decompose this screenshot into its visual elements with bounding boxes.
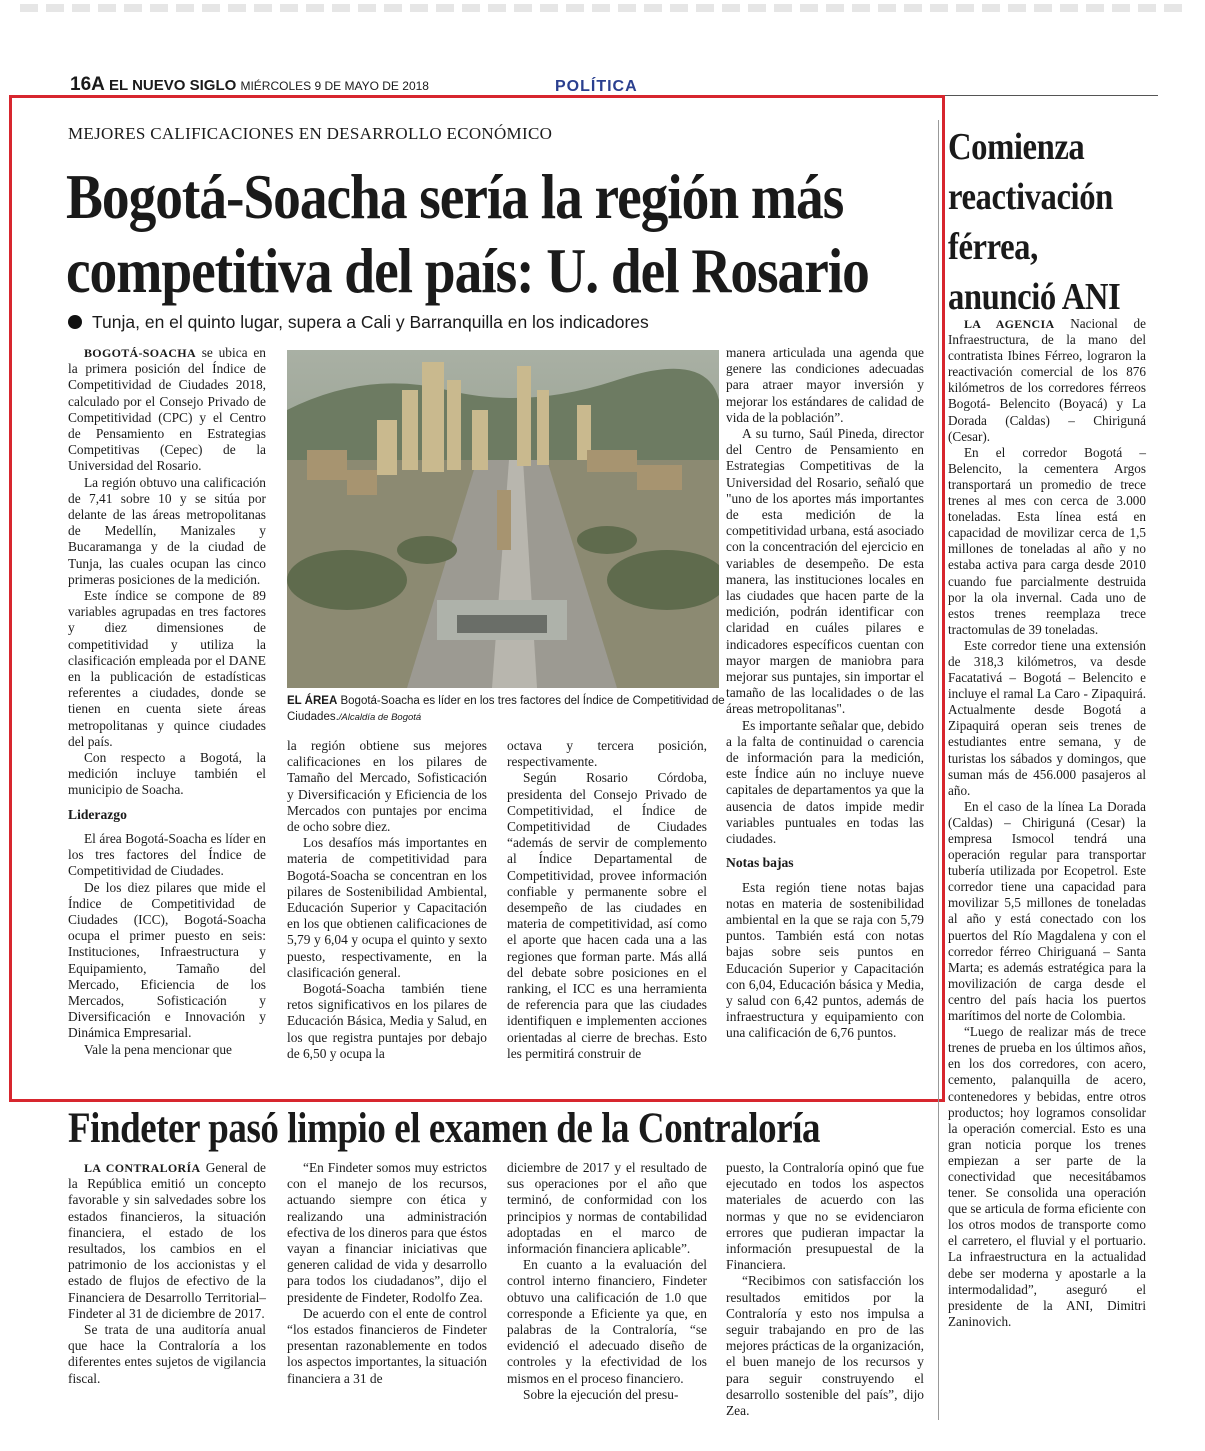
paragraph: octava y tercera posición, respectivamente. [507,738,707,770]
column-divider [938,120,939,1420]
paragraph: puesto, la Contraloría opinó que fue ejecutado en todos los aspectos materiales de acuerdo con las normas y que no se evidenciaron errores que pudieran impactar la información presupuestal de la Financiera. [726,1160,924,1273]
paragraph: De los diez pilares que mide el Índice de Competitividad de Ciudades (ICC), Bogotá-Soacha ocupa el primer puesto en seis: Instituciones, Infraestructura y Equipamiento, Tamaño del Mercado, Eficiencia de los Mercados, Sofisticación y Diversificación e Innovación y Dinámica Empresarial. [68,879,266,1041]
lead-in: LA AGENCIA [964,317,1055,331]
paragraph: Bogotá-Soacha también tiene retos significativos en los pilares de Educación Básica, Media y Salud, en los que registra puntajes por debajo de 6,50 y ocupa la [287,981,487,1061]
main-column-1: BOGOTÁ-SOACHA se ubica en la primera posición del Índice de Competitividad de Ciudades 2018, calculado por el Consejo Privado de Competitividad (CPC) y el Centro de Pensamiento en Estrategias Competitivas (Cepec) de la Universidad del Rosario. La región obtuvo una calificación de 7,41 sobre 10 y se sitúa por delante de las áreas metropolitanas de Medellín, Manizales y Bucaramanga y de la ciudad de Tunja, las cuales ocupan las cinco primeras posiciones de la medición. Este índice se compone de 89 variables agrupadas en tres factores y diez dimensiones de competitividad y utiliza la clasificación empleada por el DANE en la publicación de estadísticas referentes a ciudades, donde se tienen en cuenta siete áreas metropolitanas y quince ciudades del país. Con respecto a Bogotá, la medición incluye también el municipio de Soacha. Liderazgo El área Bogotá-Soacha es líder en los tres factores del Índice de Competitividad de Ciudades. De los diez pilares que mide el Índice de Competitividad de Ciudades (ICC), Bogotá-Soacha ocupa el primer puesto en seis: Instituciones, Infraestructura y Equipamiento, Tamaño del Mercado, Eficiencia de los Mercados, Sofisticación y Diversificación e Innovación y Dinámica Empresarial. Vale la pena mencionar que [68,345,266,1057]
headline-line-1: Bogotá-Soacha sería la región más [66,162,844,232]
paragraph: “Luego de realizar más de trece trenes de prueba en los últimos años, en los dos corredores, con acero, cemento, palanquilla de acero, contenedores y bebidas, entre otros productos; hoy logramos consolidar la operación comercial. Esto es una gran noticia porque los trenes empiezan a ser parte de la conectividad que necesitábamos tener. Se consolida una operación que se articula de forma eficiente con los otros modos de transporte como el carretero, el fluvial y el portuario. La infraestructura en la actualidad debe ser moderna y apostarle a la intermodalidad”, aseguró el presidente de la ANI, Dimitri Zaninovich. [948,1024,1146,1329]
lead-in: LA CONTRALORÍA [84,1161,201,1175]
issue-date: MIÉRCOLES 9 DE MAYO DE 2018 [240,79,429,93]
paragraph: Con respecto a Bogotá, la medición incluye también el municipio de Soacha. [68,750,266,798]
findeter-headline: Findeter pasó limpio el examen de la Contraloría [68,1105,821,1152]
section-name: POLÍTICA [555,78,638,95]
article-subheadline: Tunja, en el quinto lugar, supera a Cali y Barranquilla en los indicadores [68,312,649,333]
article-kicker: MEJORES CALIFICACIONES EN DESARROLLO ECONÓMICO [68,124,553,143]
masthead: EL NUEVO SIGLO [109,77,237,94]
paragraph: Según Rosario Córdoba, presidenta del Consejo Privado de Competitividad, el Índice de Competitividad de Ciudades “además de servir de complemento al Índice Departamental de Competitividad, provee información confiable y permanente sobre el desempeño de las ciudades en materia de competitividad, así como el aporte que hacen cada una a las regiones que forman parte. Más allá del debate sobre posiciones en el ranking, el ICC es una herramienta de referencia para que las ciudades identifiquen e implementen acciones orientadas al cierre de brechas. Esto les permitirá construir de [507,770,707,1061]
paragraph: “Recibimos con satisfacción los resultados emitidos por la Contraloría y esto nos impulsa a seguir trabajando en pro de las mejores prácticas de la organización, el buen manejo de los recursos y para seguir construyendo el desarrollo sostenible del país”, dijo Zea. [726,1273,924,1419]
paragraph: En el corredor Bogotá – Belencito, la cementera Argos transportará un promedio de trece trenes al mes con cerca de 3.000 toneladas. Esta línea está en capacidad de movilizar cerca de 1,5 millones de toneladas al año y no estaba activa para carga desde 2010 cuando fue parcialmente destruida por la ola invernal. Cada uno de estos trenes reemplaza trece tractomulas de 39 toneladas. [948,444,1146,637]
paragraph: En el caso de la línea La Dorada (Caldas) – Chiriguná (Cesar) la empresa Ismocol tendrá una operación regular para transportar tubería utilizada por Ecopetrol. Este corredor tiene una capacidad para movilizar 5,5 millones de toneladas al año y está conectado con los puertos del Río Magdalena y con el corredor férreo Chiriguaná – Santa Marta; es además estratégica para la movilización de carga desde el centro del país hacia los puertos marítimos del norte de Colombia. [948,798,1146,1024]
paragraph: En cuanto a la evaluación del control interno financiero, Findeter obtuvo una calificación de 1.0 que corresponde a Eficiente ya que, en palabras de la Contraloría, “se evidenció el adecuado diseño de controles y la efectividad de los mismos en el proceso financiero. [507,1257,707,1386]
paragraph: diciembre de 2017 y el resultado de sus operaciones por el año que terminó, de conformidad con los principios y normas de contabilidad adoptadas en el marco de información financiera aplicable”. [507,1160,707,1257]
side-article-body: LA AGENCIA Nacional de Infraestructura, de la mano del contratista Ibines Férreo, lograron la reactivación comercial de los 876 kilómetros de los corredores férreos Bogotá- Belencito (Boyacá) y La Dorada (Caldas) – Chiriguná (Cesar). En el corredor Bogotá – Belencito, la cementera Argos transportará un promedio de trece trenes al mes con cerca de 3.000 toneladas. Esta línea está en capacidad de movilizar cerca de 1,5 millones de toneladas al año y no estaba activa para carga desde 2010 cuando fue parcialmente destruida por la ola invernal. Cada uno de estos trenes reemplaza trece tractomulas de 39 toneladas. Este corredor tiene una extensión de 318,3 kilómetros, va desde Facatativá – Bogotá – Belencito e incluye el ramal La Caro - Zipaquirá. Actualmente desde Bogotá a Zipaquirá operan seis trenes de estudiantes entre semana, y de turistas los sábados y domingos, que suman más de 456.000 pasajeros al año. En el caso de la línea La Dorada (Caldas) – Chiriguná (Cesar) la empresa Ismocol tendrá una operación regular para transportar tubería utilizada por Ecopetrol. Este corredor tiene una capacidad para movilizar 5,5 millones de toneladas al año y está conectado con los puertos del Río Magdalena y con el corredor férreo Chiriguaná – Santa Marta; es además estratégica para la movilización de carga desde el centro del país hacia los puertos marítimos del norte de Colombia. “Luego de realizar más de trece trenes de prueba en los últimos años, en los dos corredores, con acero, cemento, palanquilla de acero, contenedores y bebidas, entre otros productos; hoy logramos consolidar la operación comercial. Esto es una gran noticia porque los trenes empiezan a ser parte de la conectividad que necesitábamos tener. Se consolida una operación que se articula de forma eficiente con los otros modos de transporte como el carretero, el fluvial y el portuario. La infraestructura en la actualidad debe ser moderna y apostarle a la intermodalidad”, aseguró el presidente de la ANI, Dimitri Zaninovich. [948,316,1147,1329]
paragraph: Esta región tiene notas bajas notas en materia de sostenibilidad ambiental en la que se raja con 5,79 puntos. También está con notas bajas sobre seis puntos en Educación Superior y Capacitación con 6,04, Educación básica y Media, y salud con 6,42 puntos, además de infraestructura y equipamiento con una calificación de 6,76 puntos. [726,879,924,1041]
paragraph: El área Bogotá-Soacha es líder en los tres factores del Índice de Competitividad de Ciudades. [68,830,266,879]
paragraph: Este corredor tiene una extensión de 318,3 kilómetros, va desde Facatativá – Bogotá – Belencito e incluye el ramal La Caro - Zipaquirá. Actualmente desde Bogotá a Zipaquirá operan seis trenes de estudiantes entre semana, y de turistas los sábados y domingos, que suman más de 456.000 pasajeros al año. [948,637,1146,798]
paragraph: Se trata de una auditoría anual que hace la Contraloría a los diferentes entes sujetos de vigilancia fiscal. [68,1322,266,1386]
side-headline: Comienza reactivación férrea, anunció ANI [948,126,1121,318]
page-top-edge [20,4,1185,12]
page-number: 16A [70,74,105,95]
findeter-column-1: LA CONTRALORÍA General de la República emitió un concepto favorable y sin salvedades sobre los estados financieros, la situación financiera, el estado de los resultados, los cambios en el patrimonio de los accionistas y el estado de flujos de efectivo de la Financiera de Desarrollo Territorial– Findeter al 31 de diciembre de 2017. Se trata de una auditoría anual que hace la Contraloría a los diferentes entes sujetos de vigilancia fiscal. [68,1160,266,1386]
subhead: Notas bajas [726,855,794,871]
paragraph: A su turno, Saúl Pineda, director del Centro de Pensamiento en Estrategias Competitivas de la Universidad del Rosario, señaló que "uno de los aportes más importantes de esta medición de la competitividad urbana, está asociado con la concentración del ejercicio en variables de desempeño. De esta manera, las instituciones locales en las ciudades que hacen parte de la medición, podrán identificar con claridad en cuáles pilares e indicadores específicos cuentan con mayor margen de maniobra para mejorar sus puntajes, sin importar el tamaño de las localidades o de las áreas metropolitanas". [726,426,924,717]
lead-in: BOGOTÁ-SOACHA [84,346,196,360]
photo-caption: EL ÁREA Bogotá-Soacha es líder en los tres factores del Índice de Competitividad de Ciudades./Alcaldía de Bogotá [287,695,725,723]
paragraph: Los desafíos más importantes en materia de competitividad para Bogotá-Soacha se concentran en los pilares de Sostenibilidad Ambiental, Educación Superior y Capacitación en los que obtienen calificaciones de 5,79 y 6,04 y ocupa el quinto y sexto puesto, respectivamente, en la clasificación general. [287,835,487,980]
findeter-column-4 [726,1160,924,1419]
paragraph: Vale la pena mencionar que [84,1041,232,1057]
caption-label: EL ÁREA [287,695,338,707]
findeter-column-2 [287,1160,487,1387]
subhead: Liderazgo [68,806,127,822]
paragraph: Sobre la ejecución del presu- [523,1386,679,1402]
selection-frame [9,95,945,1102]
paragraph: “En Findeter somos muy estrictos con el manejo de los recursos, actuando siempre con ética y realizando una administración efectiva de los dineros para que éstos vayan a financiar iniciativas que generen calidad de vida y desarrollo para todos los ciudadanos”, dijo el presidente de Findeter, Rodolfo Zea. [287,1160,487,1305]
findeter-column-3 [507,1160,707,1403]
paragraph: La región obtuvo una calificación de 7,41 sobre 10 y se sitúa por delante de las áreas metropolitanas de Medellín, Manizales y Bucaramanga y de la ciudad de Tunja, las cuales ocupan las cinco primeras posiciones de la medición. [68,474,266,587]
paragraph: Es importante señalar que, debido a la falta de continuidad o carencia de información para la medición, este Índice aún no incluye nueve capitales de departamentos ya que la ausencia de datos impide medir variables puntuales en todas las ciudades. [726,717,924,847]
photo-credit: /Alcaldía de Bogotá [338,711,422,723]
paragraph: Este índice se compone de 89 variables agrupadas en tres factores y diez dimensiones de competitividad y utiliza la clasificación empleada por el DANE en la publicación de estadísticas referentes a ciudades, donde se tienen en cuenta siete áreas metropolitanas y quince ciudades del país. [68,588,266,749]
headline-line-2: competitiva del país: U. del Rosario [66,236,869,306]
paragraph: manera articulada una agenda que genere las condiciones adecuadas para atraer mayor inversión y mejorar los estándares de calidad de vida de la población”. [726,345,924,425]
paragraph: la región obtiene sus mejores calificaciones en los pilares de Tamaño del Mercado, Sofisticación y Diversificación y Eficiencia de los Mercados con puntajes por encima de ocho sobre diez. [287,738,487,835]
page-header [70,74,429,96]
paragraph: De acuerdo con el ente de control “los estados financieros de Findeter presentan razonablemente en todos los aspectos importantes, la situación financiera a 31 de [287,1305,487,1386]
